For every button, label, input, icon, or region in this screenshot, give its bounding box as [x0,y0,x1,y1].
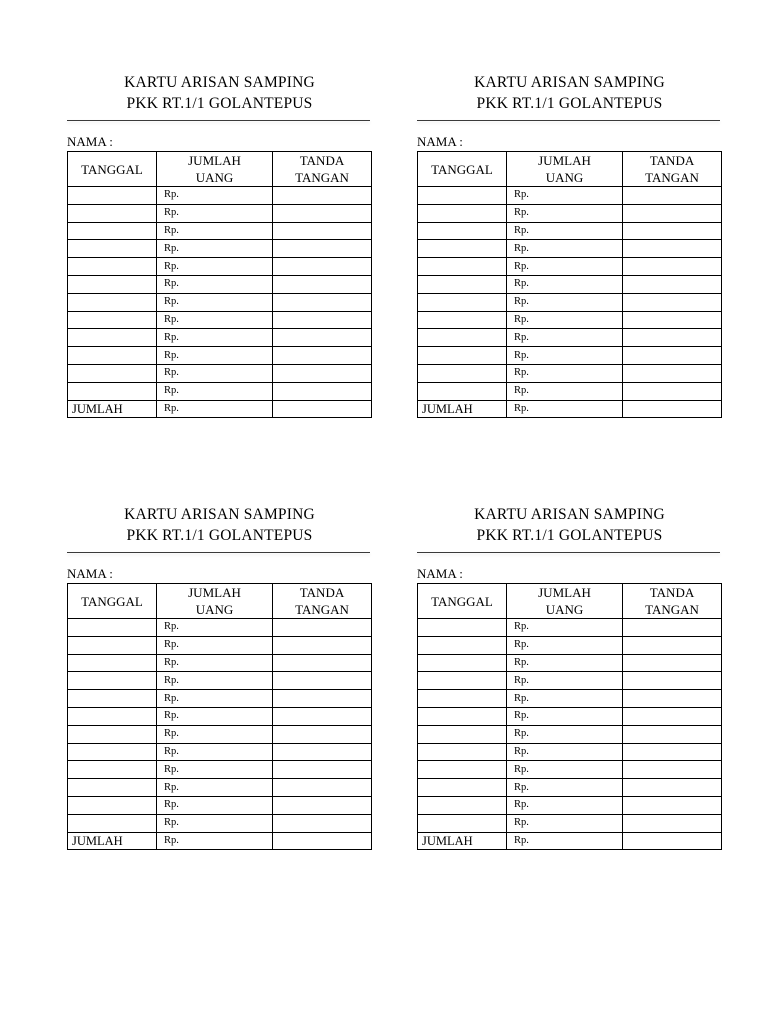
amount-cell[interactable]: Rp. [157,347,273,365]
table-row [418,329,722,347]
total-signature-cell[interactable] [623,832,722,850]
header-tanda-tangan: TANDA TANGAN [623,152,722,187]
table-row [68,240,372,258]
date-cell[interactable] [418,796,507,814]
amount-cell[interactable]: Rp. [157,382,273,400]
amount-cell[interactable]: Rp. [507,619,623,637]
header-tanggal: TANGGAL [418,584,507,619]
table-row [418,743,722,761]
date-cell[interactable] [418,636,507,654]
date-cell[interactable] [68,293,157,311]
table-row [68,364,372,382]
signature-cell[interactable] [273,725,372,743]
total-label: JUMLAH [418,832,507,850]
table-row [418,222,722,240]
table-row [68,293,372,311]
header-tanggal: TANGGAL [68,152,157,187]
table-row [68,672,372,690]
signature-cell[interactable] [273,690,372,708]
signature-cell[interactable] [273,382,372,400]
table-row [418,240,722,258]
table-row [418,619,722,637]
signature-cell[interactable] [273,222,372,240]
arisan-card [417,504,722,850]
table-header-row [68,152,372,187]
date-cell[interactable] [68,275,157,293]
header-jumlah-uang: JUMLAH UANG [507,584,623,619]
signature-cell[interactable] [623,187,722,205]
header-tanggal: TANGGAL [418,152,507,187]
signature-cell[interactable] [273,761,372,779]
name-label: NAMA : [417,566,463,581]
amount-cell[interactable]: Rp. [157,222,273,240]
signature-cell[interactable] [273,347,372,365]
total-row [68,400,372,418]
signature-cell[interactable] [623,672,722,690]
table-row [68,725,372,743]
date-cell[interactable] [418,725,507,743]
amount-cell[interactable]: Rp. [157,779,273,797]
table-row [418,725,722,743]
table-row [68,329,372,347]
table-row [418,293,722,311]
date-cell[interactable] [68,364,157,382]
amount-cell[interactable]: Rp. [507,690,623,708]
arisan-card [67,504,372,850]
signature-cell[interactable] [623,329,722,347]
total-amount-cell[interactable]: Rp. [507,832,623,850]
date-cell[interactable] [68,761,157,779]
date-cell[interactable] [68,725,157,743]
card-title-line-2: PKK RT.1/1 GOLANTEPUS [126,527,313,544]
amount-cell[interactable]: Rp. [507,636,623,654]
amount-cell[interactable]: Rp. [157,275,273,293]
amount-cell[interactable]: Rp. [507,347,623,365]
table-row [68,275,372,293]
amount-cell[interactable]: Rp. [507,725,623,743]
table-row [418,796,722,814]
header-tanda-tangan: TANDA TANGAN [273,152,372,187]
table-row [68,743,372,761]
signature-cell[interactable] [623,654,722,672]
table-row [418,311,722,329]
amount-cell[interactable]: Rp. [507,761,623,779]
date-cell[interactable] [68,707,157,725]
signature-cell[interactable] [273,240,372,258]
amount-cell[interactable]: Rp. [507,382,623,400]
signature-cell[interactable] [273,707,372,725]
amount-cell[interactable]: Rp. [507,814,623,832]
card-title-line-1: KARTU ARISAN SAMPING [474,506,665,523]
arisan-card [67,72,372,418]
date-cell[interactable] [68,796,157,814]
name-label: NAMA : [67,134,113,149]
amount-cell[interactable]: Rp. [157,187,273,205]
header-tanggal: TANGGAL [68,584,157,619]
total-label: JUMLAH [68,832,157,850]
header-jumlah-uang: JUMLAH UANG [157,152,273,187]
name-label: NAMA : [67,566,113,581]
date-cell[interactable] [418,258,507,276]
card-title-line-2: PKK RT.1/1 GOLANTEPUS [476,527,663,544]
date-cell[interactable] [418,619,507,637]
date-cell[interactable] [418,293,507,311]
date-cell[interactable] [418,707,507,725]
payment-table [67,583,372,850]
signature-cell[interactable] [273,743,372,761]
signature-cell[interactable] [273,796,372,814]
signature-cell[interactable] [623,347,722,365]
date-cell[interactable] [418,311,507,329]
date-cell[interactable] [418,382,507,400]
amount-cell[interactable]: Rp. [507,222,623,240]
signature-cell[interactable] [623,382,722,400]
total-row [418,400,722,418]
table-row [68,779,372,797]
amount-cell[interactable]: Rp. [157,707,273,725]
date-cell[interactable] [418,347,507,365]
amount-cell[interactable]: Rp. [507,240,623,258]
date-cell[interactable] [68,382,157,400]
signature-cell[interactable] [623,364,722,382]
signature-cell[interactable] [273,814,372,832]
signature-cell[interactable] [273,258,372,276]
table-row [68,311,372,329]
date-cell[interactable] [418,329,507,347]
signature-cell[interactable] [273,293,372,311]
table-row [68,707,372,725]
date-cell[interactable] [68,814,157,832]
date-cell[interactable] [68,347,157,365]
table-row [418,275,722,293]
table-row [418,187,722,205]
signature-cell[interactable] [623,275,722,293]
table-header-row [418,152,722,187]
signature-cell[interactable] [623,725,722,743]
date-cell[interactable] [418,275,507,293]
table-row [68,814,372,832]
signature-cell[interactable] [273,187,372,205]
amount-cell[interactable]: Rp. [507,364,623,382]
signature-cell[interactable] [623,222,722,240]
header-tanda-tangan: TANDA TANGAN [623,584,722,619]
table-row [418,707,722,725]
amount-cell[interactable]: Rp. [157,204,273,222]
amount-cell[interactable]: Rp. [157,654,273,672]
date-cell[interactable] [68,654,157,672]
date-cell[interactable] [418,364,507,382]
amount-cell[interactable]: Rp. [507,779,623,797]
table-row [418,364,722,382]
table-row [418,258,722,276]
table-row [68,690,372,708]
table-row [418,814,722,832]
table-row [418,382,722,400]
table-row [68,796,372,814]
table-row [68,382,372,400]
date-cell[interactable] [68,240,157,258]
total-amount-cell[interactable]: Rp. [157,832,273,850]
signature-cell[interactable] [273,275,372,293]
amount-cell[interactable]: Rp. [507,258,623,276]
date-cell[interactable] [418,240,507,258]
card-title-line-2: PKK RT.1/1 GOLANTEPUS [126,95,313,112]
title-divider [67,120,370,121]
signature-cell[interactable] [623,814,722,832]
header-tanda-tangan: TANDA TANGAN [273,584,372,619]
date-cell[interactable] [418,814,507,832]
signature-cell[interactable] [273,779,372,797]
total-row [68,832,372,850]
date-cell[interactable] [68,743,157,761]
amount-cell[interactable]: Rp. [157,814,273,832]
amount-cell[interactable]: Rp. [507,654,623,672]
table-row [68,187,372,205]
total-row [418,832,722,850]
signature-cell[interactable] [273,619,372,637]
name-label: NAMA : [417,134,463,149]
signature-cell[interactable] [623,761,722,779]
table-row [418,347,722,365]
card-title-line-2: PKK RT.1/1 GOLANTEPUS [476,95,663,112]
signature-cell[interactable] [623,779,722,797]
total-label: JUMLAH [68,400,157,418]
date-cell[interactable] [418,222,507,240]
signature-cell[interactable] [623,796,722,814]
amount-cell[interactable]: Rp. [157,796,273,814]
signature-cell[interactable] [273,636,372,654]
date-cell[interactable] [68,204,157,222]
amount-cell[interactable]: Rp. [157,258,273,276]
amount-cell[interactable]: Rp. [507,187,623,205]
amount-cell[interactable]: Rp. [157,240,273,258]
signature-cell[interactable] [623,258,722,276]
date-cell[interactable] [418,761,507,779]
table-row [418,672,722,690]
signature-cell[interactable] [273,672,372,690]
amount-cell[interactable]: Rp. [157,293,273,311]
table-row [418,779,722,797]
table-row [68,222,372,240]
arisan-card [417,72,722,418]
amount-cell[interactable]: Rp. [157,743,273,761]
table-row [418,204,722,222]
date-cell[interactable] [68,258,157,276]
table-row [68,204,372,222]
signature-cell[interactable] [273,311,372,329]
date-cell[interactable] [68,779,157,797]
title-divider [417,552,720,553]
signature-cell[interactable] [273,654,372,672]
signature-cell[interactable] [623,619,722,637]
header-jumlah-uang: JUMLAH UANG [157,584,273,619]
amount-cell[interactable]: Rp. [507,293,623,311]
table-row [418,636,722,654]
amount-cell[interactable]: Rp. [157,329,273,347]
total-signature-cell[interactable] [273,832,372,850]
date-cell[interactable] [418,690,507,708]
header-jumlah-uang: JUMLAH UANG [507,152,623,187]
table-row [418,690,722,708]
card-title-line-1: KARTU ARISAN SAMPING [124,74,315,91]
date-cell[interactable] [418,654,507,672]
amount-cell[interactable]: Rp. [507,204,623,222]
date-cell[interactable] [418,743,507,761]
signature-cell[interactable] [273,364,372,382]
table-row [68,347,372,365]
signature-cell[interactable] [623,636,722,654]
date-cell[interactable] [418,672,507,690]
signature-cell[interactable] [623,204,722,222]
signature-cell[interactable] [623,240,722,258]
date-cell[interactable] [418,187,507,205]
date-cell[interactable] [418,204,507,222]
table-row [418,654,722,672]
signature-cell[interactable] [623,690,722,708]
total-amount-cell[interactable]: Rp. [157,400,273,418]
table-header-row [418,584,722,619]
signature-cell[interactable] [623,311,722,329]
payment-table [417,583,722,850]
table-row [68,761,372,779]
amount-cell[interactable]: Rp. [157,725,273,743]
signature-cell[interactable] [623,707,722,725]
amount-cell[interactable]: Rp. [157,636,273,654]
card-title-line-1: KARTU ARISAN SAMPING [474,74,665,91]
title-divider [67,552,370,553]
amount-cell[interactable]: Rp. [507,311,623,329]
table-row [68,636,372,654]
table-row [68,654,372,672]
payment-table [67,151,372,418]
table-row [418,761,722,779]
amount-cell[interactable]: Rp. [507,796,623,814]
date-cell[interactable] [68,329,157,347]
amount-cell[interactable]: Rp. [157,690,273,708]
signature-cell[interactable] [623,743,722,761]
amount-cell[interactable]: Rp. [157,619,273,637]
table-row [68,619,372,637]
date-cell[interactable] [68,187,157,205]
amount-cell[interactable]: Rp. [157,672,273,690]
amount-cell[interactable]: Rp. [507,743,623,761]
title-divider [417,120,720,121]
signature-cell[interactable] [273,204,372,222]
total-amount-cell[interactable]: Rp. [507,400,623,418]
amount-cell[interactable]: Rp. [157,311,273,329]
date-cell[interactable] [68,222,157,240]
amount-cell[interactable]: Rp. [157,364,273,382]
date-cell[interactable] [418,779,507,797]
amount-cell[interactable]: Rp. [507,672,623,690]
date-cell[interactable] [68,619,157,637]
amount-cell[interactable]: Rp. [507,329,623,347]
total-label: JUMLAH [418,400,507,418]
date-cell[interactable] [68,311,157,329]
payment-table [417,151,722,418]
total-signature-cell[interactable] [623,400,722,418]
date-cell[interactable] [68,636,157,654]
date-cell[interactable] [68,690,157,708]
table-header-row [68,584,372,619]
table-row [68,258,372,276]
total-signature-cell[interactable] [273,400,372,418]
amount-cell[interactable]: Rp. [507,275,623,293]
amount-cell[interactable]: Rp. [507,707,623,725]
amount-cell[interactable]: Rp. [157,761,273,779]
signature-cell[interactable] [273,329,372,347]
signature-cell[interactable] [623,293,722,311]
date-cell[interactable] [68,672,157,690]
card-title-line-1: KARTU ARISAN SAMPING [124,506,315,523]
